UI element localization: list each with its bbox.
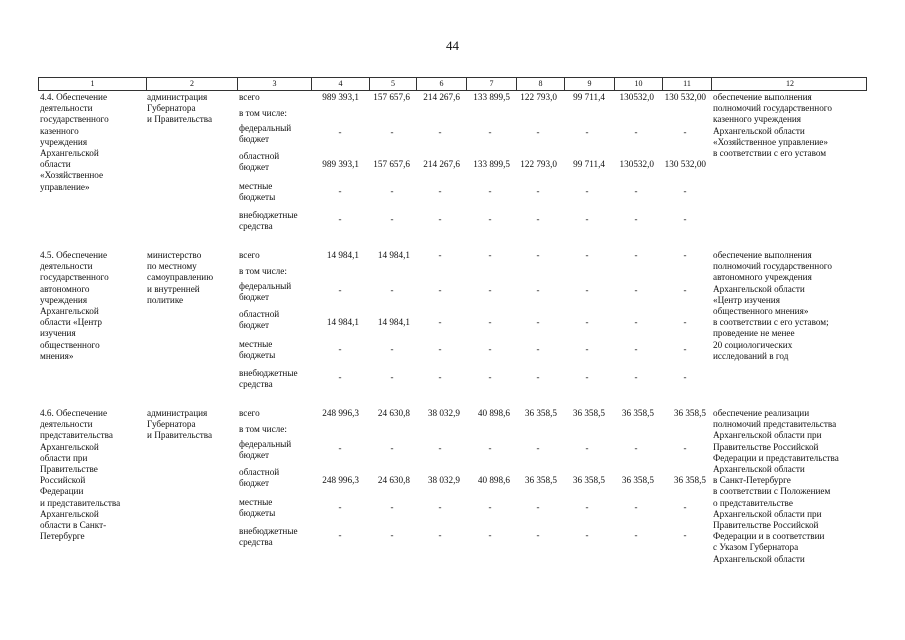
extra-dash: - [585,372,589,382]
extra-dash: - [390,214,394,224]
local-dash: - [438,344,442,354]
extra-dash: - [390,372,394,382]
total-dash: - [438,250,442,260]
result-line: «Центр изучения [713,294,780,305]
regional-value: 36 358,5 [621,475,654,485]
extra-dash: - [634,530,638,540]
total-value: 989 393,1 [322,92,359,102]
result-line: в соответствии с его уставом [713,148,827,158]
total-value: 14 984,1 [377,250,410,260]
activity-line: Архангельской [40,508,99,519]
local-dash: - [634,186,638,196]
local-dash: - [634,344,638,354]
activity-line: деятельности [40,103,93,114]
result-line: Федерации и в соответствии [713,531,825,542]
federal-dash: - [390,443,394,453]
federal-dash: - [683,285,687,295]
source-extra-label: внебюджетные [239,210,298,220]
regional-dash: - [438,317,442,327]
federal-dash: - [390,127,394,137]
source-local-label: бюджеты [239,508,276,519]
local-dash: - [585,344,589,354]
activity-line: Федерации [40,486,84,497]
result-line: «Хозяйственное управление» [713,136,828,147]
activity-line: области при [40,452,88,463]
source-federal-label: федеральный [239,281,292,291]
source-total-label: всего [239,408,260,418]
source-regional-label: областной [239,309,280,319]
regional-dash: - [634,317,638,327]
federal-dash: - [585,127,589,137]
source-total-label: всего [239,250,260,260]
executor-line: Губернатора [147,103,196,114]
extra-dash: - [536,530,540,540]
local-dash: - [438,502,442,512]
result-line: обеспечение реализации [713,408,810,418]
executor-line: администрация [147,92,208,102]
result-line: с Указом Губернатора [713,542,799,553]
regional-value: 14 984,1 [377,317,410,327]
regional-dash: - [536,317,540,327]
extra-dash: - [390,530,394,540]
source-regional-label: бюджет [239,162,270,173]
total-value: 122 793,0 [520,92,557,102]
executor-line: по местному [147,261,197,272]
activity-line: 4.6. Обеспечение [40,408,108,418]
source-federal-label: бюджет [239,134,270,145]
regional-value: 248 996,3 [322,475,359,485]
source-local-label: бюджеты [239,192,276,203]
source-local-label: бюджеты [239,350,276,361]
local-dash: - [438,186,442,196]
extra-dash: - [338,214,342,224]
regional-value: 157 657,6 [373,159,410,169]
activity-line: государственного [40,114,109,125]
activity-line: учреждения [40,294,88,305]
page-number: 44 [446,38,459,53]
source-local-label: местные [239,339,273,349]
federal-dash: - [488,285,492,295]
total-value: 133 899,5 [473,92,510,102]
source-regional-label: областной [239,467,280,477]
federal-dash: - [488,443,492,453]
activity-line: Архангельской [40,148,99,158]
total-value: 248 996,3 [322,408,359,418]
regional-value: 214 267,6 [423,159,460,169]
activity-line: области [40,159,71,170]
source-extra-label: внебюджетные [239,368,298,378]
local-dash: - [338,502,342,512]
result-line: Архангельской области [713,125,805,136]
result-line: Архангельской области при [713,508,822,519]
local-dash: - [683,186,687,196]
total-value: 214 267,6 [423,92,460,102]
activity-line: области «Центр [40,317,102,328]
local-dash: - [536,502,540,512]
federal-dash: - [438,285,442,295]
header-cell-1: 1 [90,79,95,88]
extra-dash: - [438,214,442,224]
executor-line: политике [147,294,184,305]
activity-line: казенного [40,125,79,136]
activity-line: автономного [40,283,90,294]
source-including-label: в том числе: [239,424,287,434]
local-dash: - [488,502,492,512]
activity-line: мнения» [40,350,74,361]
regional-value: 122 793,0 [520,159,557,169]
activity-line: общественного [40,339,100,350]
activity-line: представительства [40,430,113,441]
source-local-label: местные [239,497,273,507]
result-line: Архангельской области [713,283,805,294]
regional-dash: - [683,317,687,327]
local-dash: - [683,502,687,512]
total-value: 36 358,5 [572,408,605,418]
activity-line: государственного [40,272,109,283]
extra-dash: - [634,372,638,382]
result-line: автономного учреждения [713,272,812,283]
regional-value: 24 630,8 [377,475,410,485]
federal-dash: - [536,443,540,453]
result-line: полномочий государственного [713,103,832,114]
source-regional-label: бюджет [239,320,270,331]
total-dash: - [488,250,492,260]
extra-dash: - [438,530,442,540]
extra-dash: - [338,530,342,540]
source-federal-label: бюджет [239,450,270,461]
local-dash: - [585,186,589,196]
source-including-label: в том числе: [239,266,287,276]
activity-line: Правительстве [40,464,98,474]
federal-dash: - [585,285,589,295]
total-dash: - [536,250,540,260]
total-value: 36 358,5 [524,408,557,418]
total-dash: - [585,250,589,260]
result-line: Правительстве Российской [713,441,819,452]
source-federal-label: федеральный [239,439,292,449]
extra-dash: - [488,372,492,382]
result-line: Архангельской области при [713,430,822,441]
executor-line: Губернатора [147,419,196,430]
extra-dash: - [683,214,687,224]
total-value: 38 032,9 [427,408,460,418]
executor-line: самоуправлению [147,272,214,283]
federal-dash: - [634,285,638,295]
extra-dash: - [536,372,540,382]
source-federal-label: федеральный [239,123,292,133]
extra-dash: - [683,372,687,382]
local-dash: - [585,502,589,512]
table-header-row [38,77,867,91]
total-value: 14 984,1 [326,250,359,260]
regional-value: 989 393,1 [322,159,359,169]
result-line: обеспечение выполнения [713,250,812,260]
header-cell-8: 8 [516,78,564,90]
executor-line: и Правительства [147,114,213,125]
extra-dash: - [536,214,540,224]
federal-dash: - [536,285,540,295]
executor-line: администрация [147,408,208,418]
federal-dash: - [338,443,342,453]
regional-value: 36 358,5 [572,475,605,485]
local-dash: - [488,344,492,354]
regional-dash: - [488,317,492,327]
result-line: полномочий государственного [713,261,832,272]
local-dash: - [536,344,540,354]
header-cell-4: 4 [311,78,369,90]
extra-dash: - [338,372,342,382]
total-value: 40 898,6 [477,408,510,418]
federal-dash: - [488,127,492,137]
local-dash: - [536,186,540,196]
federal-dash: - [438,443,442,453]
source-regional-label: бюджет [239,478,270,489]
header-cell-3: 3 [237,78,311,90]
activity-line: Российской [40,475,86,486]
executor-line: и внутренней [147,283,200,294]
local-dash: - [338,186,342,196]
total-value: 130 532,00 [664,92,706,102]
total-value: 36 358,5 [621,408,654,418]
federal-dash: - [634,443,638,453]
regional-value: 99 711,4 [573,159,605,169]
header-cell-9: 9 [564,78,614,90]
federal-dash: - [683,443,687,453]
activity-line: деятельности [40,261,93,272]
result-line: в соответствии с его уставом; [713,317,829,328]
source-regional-label: областной [239,151,280,161]
extra-dash: - [585,530,589,540]
total-dash: - [683,250,687,260]
extra-dash: - [488,530,492,540]
federal-dash: - [536,127,540,137]
local-dash: - [488,186,492,196]
activity-line: 4.4. Обеспечение [40,92,108,102]
federal-dash: - [338,127,342,137]
local-dash: - [338,344,342,354]
result-line: обеспечение выполнения [713,92,812,102]
result-line: Правительстве Российской [713,520,819,530]
result-line: исследований в год [713,350,789,361]
federal-dash: - [438,127,442,137]
result-line: в Санкт-Петербурге [713,475,791,486]
total-value: 36 358,5 [673,408,706,418]
result-line: казенного учреждения [713,114,802,125]
total-value: 157 657,6 [373,92,410,102]
regional-value: 40 898,6 [477,475,510,485]
source-including-label: в том числе: [239,108,287,118]
result-line: о представительстве [713,497,793,508]
total-value: 99 711,4 [573,92,605,102]
source-extra-label: внебюджетные [239,526,298,536]
activity-line: Архангельской [40,441,99,452]
source-federal-label: бюджет [239,292,270,303]
result-line: 20 социологических [713,339,793,350]
local-dash: - [390,186,394,196]
result-line: полномочий представительства [713,419,837,430]
source-extra-label: средства [239,221,273,232]
result-line: общественного мнения» [713,306,809,316]
local-dash: - [683,344,687,354]
activity-line: управление» [40,181,90,192]
regional-value: 14 984,1 [326,317,359,327]
activity-line: 4.5. Обеспечение [40,250,108,260]
local-dash: - [634,502,638,512]
executor-line: министерство [147,250,202,260]
header-cell-6: 6 [416,78,466,90]
source-extra-label: средства [239,379,273,390]
total-value: 24 630,8 [377,408,410,418]
activity-line: учреждения [40,136,88,147]
local-dash: - [390,502,394,512]
result-line: Федерации и представительства [713,452,839,463]
federal-dash: - [338,285,342,295]
source-extra-label: средства [239,537,273,548]
activity-line: «Хозяйственное [40,170,104,181]
extra-dash: - [488,214,492,224]
regional-dash: - [585,317,589,327]
header-cell-12: 12 [711,78,868,90]
activity-line: Петербурге [40,531,85,542]
regional-value: 38 032,9 [427,475,460,485]
regional-value: 130 532,00 [664,159,706,169]
activity-line: области в Санкт- [40,520,107,530]
activity-line: деятельности [40,419,93,430]
header-cell-5: 5 [369,78,416,90]
federal-dash: - [390,285,394,295]
header-cell-11: 11 [662,78,711,90]
regional-value: 36 358,5 [673,475,706,485]
executor-line: и Правительства [147,430,213,441]
regional-value: 133 899,5 [473,159,510,169]
result-line: Архангельской области [713,464,805,474]
extra-dash: - [683,530,687,540]
local-dash: - [390,344,394,354]
total-dash: - [634,250,638,260]
extra-dash: - [585,214,589,224]
federal-dash: - [634,127,638,137]
extra-dash: - [438,372,442,382]
federal-dash: - [683,127,687,137]
header-cell-7: 7 [466,78,516,90]
total-value: 130532,0 [619,92,654,102]
federal-dash: - [585,443,589,453]
activity-line: изучения [40,328,76,339]
result-line: в соответствии с Положением [713,486,831,497]
source-total-label: всего [239,92,260,102]
regional-value: 36 358,5 [524,475,557,485]
result-line: Архангельской области [713,553,805,564]
header-cell-10: 10 [614,78,662,90]
header-cell-2: 2 [146,78,237,90]
activity-line: и представительства [40,497,121,508]
result-line: проведение не менее [713,328,795,339]
source-local-label: местные [239,181,273,191]
extra-dash: - [634,214,638,224]
activity-line: Архангельской [40,306,99,316]
regional-value: 130532,0 [619,159,654,169]
